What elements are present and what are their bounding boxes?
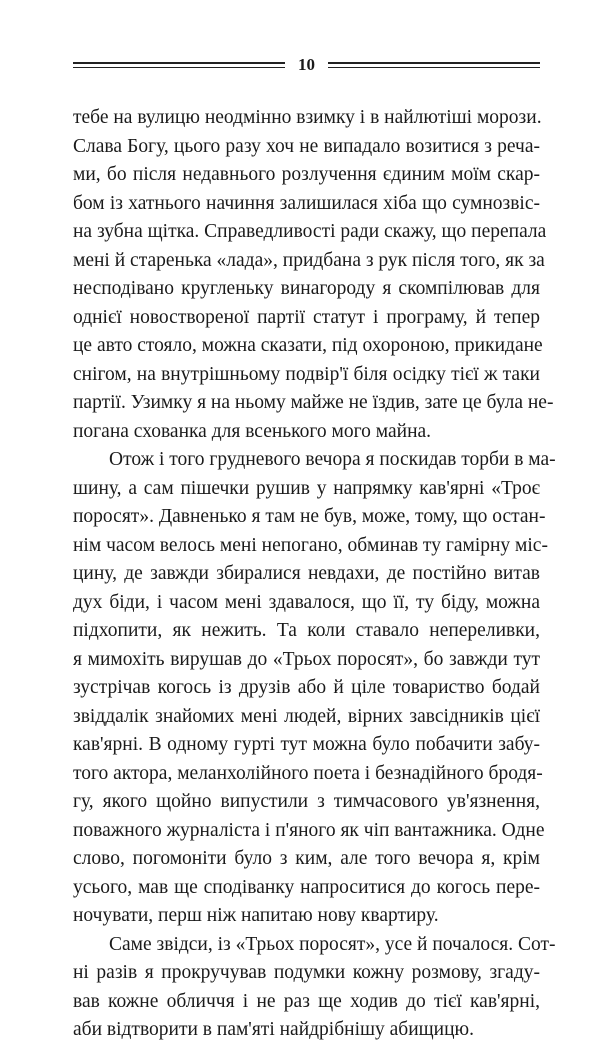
text-line: слово, погомоніти було з ким, але того вечора я, крім xyxy=(73,848,540,869)
page-header xyxy=(73,54,540,78)
text-line: снігом, на внутрішньому подвір'ї біля осідку тієї ж таки xyxy=(73,363,540,385)
text-line: тебе на вулицю неодмінно взимку і в найлютіші морози. xyxy=(73,107,542,128)
text-line: ночувати, перш ніж напитаю нову квартиру. xyxy=(73,905,439,926)
text-line: вав кожне обличчя і не раз ще ходив до тієї кав'ярні, xyxy=(73,990,540,1012)
text-line: підхопити, як нежить. Та коли ставало непереливки, xyxy=(73,620,540,641)
text-line: цину, де завжди збиралися невдахи, де постійно витав xyxy=(73,563,540,584)
text-line: аби відтворити в пам'яті найдрібнішу абищицю. xyxy=(73,1019,474,1040)
header-rule-right xyxy=(328,62,540,68)
text-line: я мимохіть вирушав до «Трьох поросят», бо завжди тут xyxy=(73,648,540,670)
text-line: Слава Богу, цього разу хоч не випадало возитися з реча- xyxy=(73,135,540,157)
paragraph xyxy=(73,931,556,1045)
text-line: ні разів я прокручував подумки кожну розмову, згаду- xyxy=(73,962,540,983)
text-line: Саме звідси, із «Трьох поросят», усе й почалося. Сот- xyxy=(109,933,556,955)
text-line: погана схованка для всенького мого майна. xyxy=(73,420,432,442)
text-line: поросят». Давненько я там не був, може, тому, що остан- xyxy=(73,506,546,527)
text-line: мені й старенька «лада», придбана з рук після того, як за xyxy=(73,249,545,271)
text-line: гу, якого щойно випустили з тимчасового ув'язнення, xyxy=(73,791,540,812)
text-line: нім часом велось мені непогано, обминав ту гамірну міс- xyxy=(73,534,548,556)
page-number: 10 xyxy=(298,55,315,74)
paragraph xyxy=(73,104,554,446)
text-line: того актора, меланхолійного поета і безнадійного бродя- xyxy=(73,762,543,784)
text-line: звіддалік знайомих мені людей, вірних завсідників цієї xyxy=(73,705,540,727)
paragraph xyxy=(73,446,556,931)
text-line: кав'ярні. В одному гурті тут можна було побачити забу- xyxy=(73,734,540,755)
text-line: бом із хатнього начиння залишилася хіба що сумнозвіс- xyxy=(73,192,540,214)
text-line: дух біди, і часом мені здавалося, що її, ту біду, можна xyxy=(73,591,540,613)
text-line: зустрічав когось із друзів або й ціле товариство бодай xyxy=(73,677,540,698)
text-line: Отож і того грудневого вечора я поскидав торби в ма- xyxy=(109,449,556,470)
text-body xyxy=(73,104,556,1045)
text-line: однієї новоствореної партії статут і програму, й тепер xyxy=(73,306,540,328)
text-line: шину, а сам пішечки рушив у напрямку кав'ярні «Троє xyxy=(73,477,540,499)
text-line: несподівано кругленьку винагороду я скомпілював для xyxy=(73,278,540,299)
text-line: на зубна щітка. Справедливості ради скажу, що перепала xyxy=(73,221,547,242)
text-line: поважного журналіста і п'яного як чіп вантажника. Одне xyxy=(73,819,545,841)
text-line: усього, мав ще сподіванку напроситися до когось пере- xyxy=(73,876,540,898)
text-line: це авто стояло, можна сказати, під охороною, прикидане xyxy=(73,335,543,356)
text-line: партії. Узимку я на ньому майже не їздив, зате це була не- xyxy=(73,392,554,413)
text-line: ми, бо після недавнього розлучення єдиним моїм скар- xyxy=(73,164,540,185)
